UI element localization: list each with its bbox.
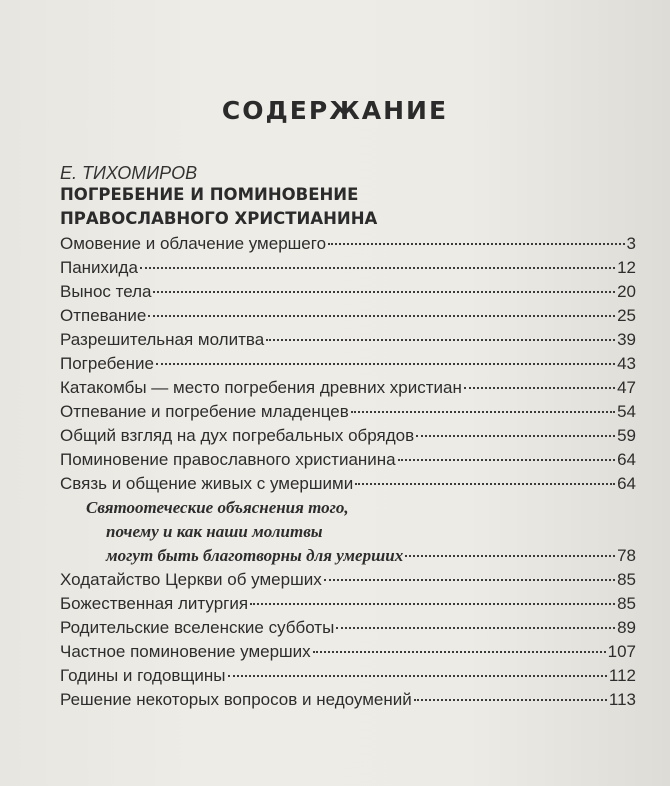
page-title: СОДЕРЖАНИЕ [221,96,449,125]
toc-leader-dots [228,675,607,677]
toc-leader-dots [464,387,615,389]
toc-leader-dots [398,459,615,461]
toc-entry-questions [60,688,636,712]
toc-entry-label: Решение некоторых вопросов и недоумений [60,690,412,709]
toc-page-number: 78 [617,546,636,565]
toc-leader-dots [156,363,615,365]
toc-entry-label: Отпевание и погребение младенцев [60,402,349,421]
toc-subsection-label: почему и как наши молитвы [106,522,323,541]
toc-entry-label: Вынос тела [60,282,152,301]
toc-leader-dots [336,627,615,629]
toc-leader-dots [148,315,615,317]
toc-leader-dots [324,579,615,581]
toc-entry-label: Катакомбы — место погребения древних христиан [60,378,462,397]
toc-entry-label: Годины и годовщины [60,666,226,685]
toc-page-number: 54 [617,402,636,421]
toc-entry-private-commemoration [60,640,636,664]
toc-entry-commemoration [60,448,636,472]
toc-entry-anniversaries [60,664,636,688]
toc-entry-divine-liturgy [60,592,636,616]
toc-entry-label: Божественная литургия [60,594,249,613]
toc-leader-dots [266,339,615,341]
toc-page-number: 43 [617,354,636,373]
toc-leader-dots [250,603,615,605]
toc-page-number: 85 [617,570,636,589]
toc-entry-label: Частное поминовение умерших [60,642,311,661]
toc-entry-label: Родительские вселенские субботы [60,618,335,637]
toc-leader-dots [328,243,625,245]
toc-page-number: 112 [608,666,636,685]
book-title [60,183,377,231]
toc-page-number: 89 [617,618,636,637]
toc-page-number: 64 [617,450,636,469]
toc-entry-label: Ходатайство Церкви об умерших [60,570,322,589]
toc-page-number: 20 [617,282,636,301]
toc-page-number: 47 [617,378,636,397]
toc-entry-label: Общий взгляд на дух погребальных обрядов [60,426,415,445]
toc-page-number: 64 [617,474,636,493]
toc-subsection-line-3 [60,544,636,568]
toc-page-number: 25 [617,306,636,325]
toc-leader-dots [416,435,615,437]
toc-entry-label: Связь и общение живых с умершими [60,474,354,493]
toc-entry-label: Разрешительная молитва [60,330,265,349]
toc-entry-washing-and-vesting [60,232,636,256]
toc-entry-general-view [60,424,636,448]
toc-subsection-label: Святоотеческие объяснения того, [86,498,349,517]
toc-leader-dots [140,267,615,269]
toc-page-number: 39 [617,330,636,349]
book-title-line-2: ПРАВОСЛАВНОГО ХРИСТИАНИНА [60,209,378,228]
toc-entry-label: Панихида [60,258,138,277]
toc-page-number: 3 [626,234,636,253]
toc-entry-burial [60,352,636,376]
toc-leader-dots [351,411,615,413]
toc-subsection-label: могут быть благотворны для умерших [106,546,404,565]
toc-entry-communion-living-dead [60,472,636,496]
toc-leader-dots [313,651,606,653]
toc-entry-absolution-prayer [60,328,636,352]
author-name: Е. ТИХОМИРОВ [60,163,198,183]
toc-leader-dots [405,555,615,557]
toc-entry-funeral-service [60,304,636,328]
toc-entry-intercession [60,568,636,592]
toc-leader-dots [153,291,615,293]
toc-subsection-line-1 [60,496,636,520]
toc-entry-label: Погребение [60,354,154,373]
toc-entry-carrying-out [60,280,636,304]
toc-leader-dots [355,483,615,485]
toc-entry-panikhida [60,256,636,280]
toc-entry-memorial-saturdays [60,616,636,640]
toc-page-number: 85 [617,594,636,613]
toc-entry-label: Поминовение православного христианина [60,450,396,469]
book-title-line-1: ПОГРЕБЕНИЕ И ПОМИНОВЕНИЕ [60,185,359,204]
toc-subsection-line-2 [60,520,636,544]
toc-leader-dots [414,699,607,701]
toc-entry-label: Отпевание [60,306,147,325]
toc-entry-catacombs [60,376,636,400]
toc-page-number: 113 [608,690,636,709]
toc-page-number: 59 [617,426,636,445]
toc-entry-infants [60,400,636,424]
toc-page-number: 12 [617,258,636,277]
table-of-contents [60,232,636,712]
toc-entry-label: Омовение и облачение умершего [60,234,327,253]
toc-page-number: 107 [607,642,636,661]
